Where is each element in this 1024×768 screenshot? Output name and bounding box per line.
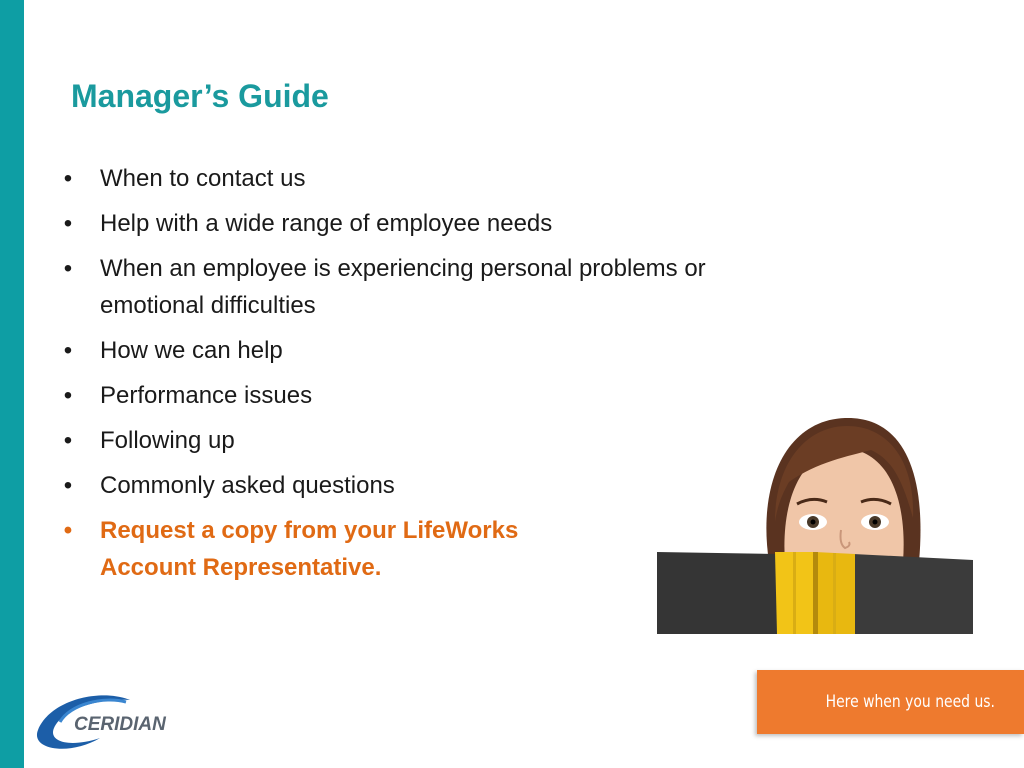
bullet-dot: •	[63, 255, 73, 282]
bullet-text: Performance issues	[100, 382, 313, 409]
bullet-text-line-2: Account Representative.	[100, 554, 382, 581]
bullet-item	[58, 205, 838, 242]
bullet-text: Commonly asked questions	[100, 472, 395, 499]
bullet-text-line-1: Request a copy from your LifeWorks	[100, 517, 519, 544]
woman-reading-book-image	[657, 412, 973, 634]
bullet-item	[58, 377, 838, 414]
bullet-text: Following up	[100, 427, 235, 454]
bullet-text: Help with a wide range of employee needs	[100, 210, 553, 237]
logo-wordmark: CERIDIAN	[74, 714, 166, 735]
bullet-dot: •	[63, 337, 73, 364]
bullet-text: When to contact us	[100, 165, 306, 192]
tagline-text: Here when you need us.	[825, 692, 995, 712]
slide-title: Manager’s Guide	[71, 78, 329, 114]
bullet-text: How we can help	[100, 337, 283, 364]
bullet-text-line-2: emotional difficulties	[100, 292, 316, 319]
bullet-dot: •	[63, 472, 73, 499]
bullet-dot: •	[63, 210, 73, 237]
bullet-item	[58, 332, 838, 369]
bullet-dot: •	[63, 427, 73, 454]
left-accent-bar	[0, 0, 24, 768]
bullet-text-line-1: When an employee is experiencing personal problems or	[100, 255, 706, 282]
bullet-item	[58, 250, 838, 324]
tagline-banner	[757, 670, 1024, 734]
bullet-dot: •	[63, 382, 73, 409]
bullet-dot: •	[63, 165, 73, 192]
bullet-dot: •	[63, 517, 73, 544]
bullet-item	[58, 160, 838, 197]
